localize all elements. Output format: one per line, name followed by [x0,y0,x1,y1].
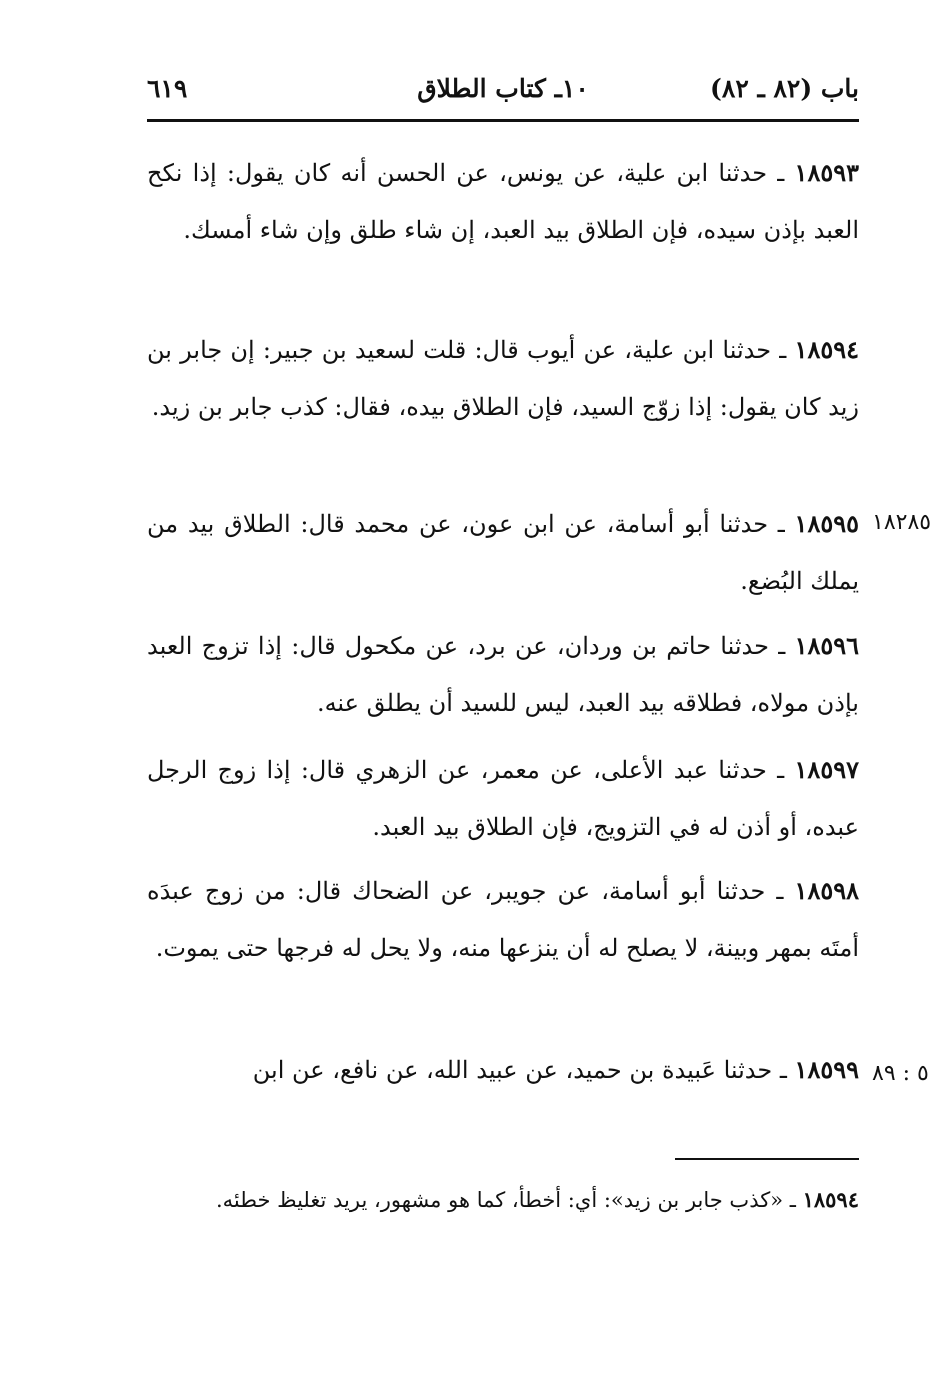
hadith-text: ـ حدثنا عَبيدة بن حميد، عن عبيد الله، عن نافع، عن ابن [252,1056,787,1084]
hadith-number: ١٨٥٩٤ [794,335,859,364]
book-title: ١٠ـ كتاب الطلاق [417,74,589,103]
hadith-text: ـ حدثنا حاتم بن وردان، عن برد، عن مكحول قال: إذا تزوج العبد بإذن مولاه، فطلاقه بيد العبد، ليس للسيد أن يطلق عنه. [147,632,859,717]
hadith-number: ١٨٥٩٣ [794,158,859,187]
footnote-number: ١٨٥٩٤ [802,1187,859,1212]
footnote-rule [675,1158,859,1160]
hadith-text: ـ حدثنا ابن علية، عن يونس، عن الحسن أنه كان يقول: إذا نكح العبد بإذن سيده، فإن الطلاق بيد العبد، إن شاء طلق وإن شاء أمسك. [147,159,859,244]
running-header [147,70,859,114]
chapter-title: باب (٨٢ ـ ٨٢) [710,74,859,103]
margin-reference: ٥ : ٨٩ [872,1061,929,1086]
hadith-number: ١٨٥٩٩ [794,1055,859,1084]
hadith-entry [147,741,859,856]
hadith-entry [147,321,859,436]
hadith-text: ـ حدثنا أبو أسامة، عن جويبر، عن الضحاك قال: من زوج عبدَه أمتَه بمهر وبينة، لا يصلح له أن ينزعها منه، ولا يحل له فرجها حتى يموت. [147,877,859,962]
hadith-text: ـ حدثنا عبد الأعلى، عن معمر، عن الزهري قال: إذا زوج الرجل عبده، أو أذن له في التزويج، فإن الطلاق بيد العبد. [147,756,859,841]
hadith-entry [147,144,859,259]
hadith-entry [147,862,859,977]
hadith-entry [147,1041,859,1099]
margin-reference: ١٨٢٨٥ [872,510,932,535]
page-number: ٦١٩ [147,74,188,103]
hadith-number: ١٨٥٩٦ [794,631,860,660]
hadith-number: ١٨٥٩٧ [794,755,859,784]
hadith-entry [147,495,859,610]
hadith-number: ١٨٥٩٨ [794,876,859,905]
header-rule [147,119,859,122]
hadith-number: ١٨٥٩٥ [794,509,859,538]
footnote-text: ـ «كذب جابر بن زيد»: أي: أخطأ، كما هو مشهور، يريد تغليظ خطئه. [216,1188,796,1212]
hadith-text: ـ حدثنا أبو أسامة، عن ابن عون، عن محمد قال: الطلاق بيد من يملك البُضع. [147,510,859,595]
hadith-text: ـ حدثنا ابن علية، عن أيوب قال: قلت لسعيد بن جبير: إن جابر بن زيد كان يقول: إذا زوّج السيد، فإن الطلاق بيده، فقال: كذب جابر بن زيد. [147,336,859,421]
hadith-entry [147,617,859,732]
footnote [147,1178,859,1222]
